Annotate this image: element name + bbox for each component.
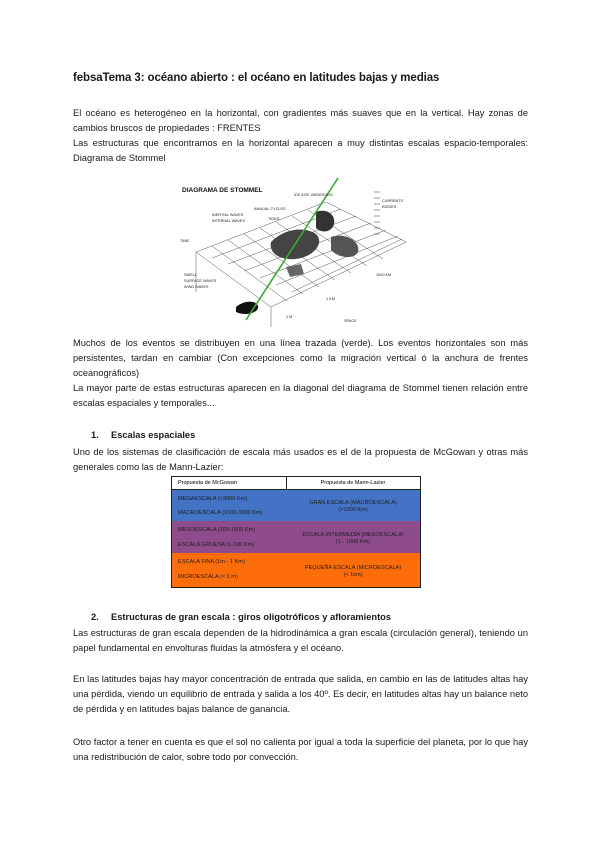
label-internal: INTERNAL WAVES: [212, 219, 245, 223]
label-eddies: EDDIES: [382, 205, 397, 209]
mcgowan-header: Propuesta de McGowan: [172, 477, 286, 490]
label-inertial: INERTIAL WAVES: [212, 213, 244, 217]
mcgowan-macroescala: MACROESCALA (1000-3000 Km): [178, 510, 263, 516]
label-1km: 1 KM: [326, 297, 335, 301]
intro-paragraph-1: El océano es heterogéneo en la horizontal, con gradientes más suaves que en la vertical. Hay zonas de cambios bruscos de propiedades : FRENTES: [73, 108, 528, 133]
after-figure-paragraph-2: La mayor parte de estas estructuras aparecen en la diagonal del diagrama de Stommel tienen relación entre escalas espaciales y temporales...: [73, 383, 528, 408]
figure-title: DIAGRAMA DE STOMMEL: [182, 187, 263, 194]
label-annual: ANNUAL CYCLES: [254, 207, 286, 211]
mann-lazier-pequena-escala: [286, 553, 420, 587]
gran-escala-name: GRAN ESCALA (MACROESCALA): [309, 500, 397, 506]
label-space: SPACE: [344, 319, 357, 323]
pequena-escala-name: PEQUEÑA ESCALA (MICROESCALA): [304, 565, 402, 571]
mcgowan-microescala: MICROESCALA (< 1 m): [178, 574, 238, 580]
section-2-paragraph-2: En las latitudes bajas hay mayor concentración de entrada que salida, en cambio en las de latitudes altas hay una pérdida, viendo un equilibrio de entrada y salida a los 40º. Es decir, en latitudes altas hay un balance neto de pérdida y en latitudes bajas balance de ganancia.: [73, 674, 528, 714]
section-1-heading: [91, 430, 195, 440]
section-2-paragraph-3: Otro factor a tener en cuenta es que el sol no calienta por igual a toda la superficie del planeta, por lo que hay una redistribución de calor, sobre todo por convección.: [73, 737, 528, 762]
green-trend-line: [246, 178, 338, 320]
label-wind: WIND WAVES: [184, 285, 209, 289]
stommel-diagram: [176, 172, 426, 332]
after-figure-paragraph-1: Muchos de los eventos se distribuyen en una línea trazada (verde). Los eventos horizontales son más persistentes, tardan en cambiar (Con excepciones como la migración vertical ó la anchura de frentes oceanográficos): [73, 338, 528, 378]
label-currents: CURRENTS: [382, 199, 404, 203]
mann-lazier-column: [286, 477, 420, 587]
label-swell: SWELL: [184, 273, 197, 277]
section-1-paragraph: Uno de los sistemas de clasificación de escala más usados es el de la propuesta de McGowan y otras más generales como las de Mann-Lazier:: [73, 447, 528, 472]
scale-table: [171, 476, 421, 588]
diagram-features: [236, 211, 358, 314]
section-2-heading: [91, 612, 391, 622]
mann-lazier-header: Propuesta de Mann-Lazier: [286, 477, 420, 490]
mcgowan-mesoescala: MESOESCALA (100-1000 Km): [178, 527, 256, 533]
label-1m: 1 M: [286, 315, 293, 319]
section-1-number: 1.: [91, 430, 99, 440]
stommel-diagram-graphic: [176, 172, 426, 332]
mcgowan-escala-gruesa: ESCALA GRUESA (1-100 Km): [178, 542, 255, 548]
mcgowan-megaescala: MEGAESCALA (>3000 Km): [178, 496, 248, 502]
page-title: febsaTema 3: océano abierto : el océano en latitudes bajas y medias: [73, 72, 440, 84]
mcgowan-purple-cell: [172, 521, 286, 553]
section-2-number: 2.: [91, 612, 99, 622]
mcgowan-orange-cell: [172, 553, 286, 587]
mcgowan-blue-cell: [172, 490, 286, 521]
label-ice-age: ICE AGE VARIATIONS: [294, 193, 333, 197]
escala-intermedia-name: ESCALA INTERMEDIA (MESOESCALA): [302, 532, 404, 538]
label-time: TIME: [180, 239, 190, 243]
label-surface: SURFACE WAVES: [184, 279, 217, 283]
mcgowan-column: [172, 477, 287, 587]
mann-lazier-escala-intermedia: [286, 521, 420, 553]
pequena-escala-range: (< 1km): [343, 572, 363, 578]
section-1-title: Escalas espaciales: [111, 430, 196, 440]
section-2-paragraph-1: Las estructuras de gran escala dependen de la hidrodinámica a gran escala (circulación general), teniendo un papel fundamental en envolturas fluidas la atmósfera y el océano.: [73, 628, 528, 653]
gran-escala-range: (>1000 Km): [338, 507, 368, 513]
section-2-title: Estructuras de gran escala : giros oligotróficos y afloramientos: [111, 612, 392, 622]
mcgowan-escala-fina: ESCALA FINA (1m - 1 Km): [178, 559, 245, 565]
label-1000km: 1000 KM: [376, 273, 392, 277]
escala-intermedia-range: (1 - 1000 Km): [335, 539, 371, 545]
label-tides: TIDES: [268, 217, 280, 221]
intro-paragraph-2: Las estructuras que encontramos en la horizontal aparecen a muy distintas escalas espacio-temporales: Diagrama de Stommel: [73, 138, 528, 163]
mann-lazier-gran-escala: [286, 490, 420, 521]
